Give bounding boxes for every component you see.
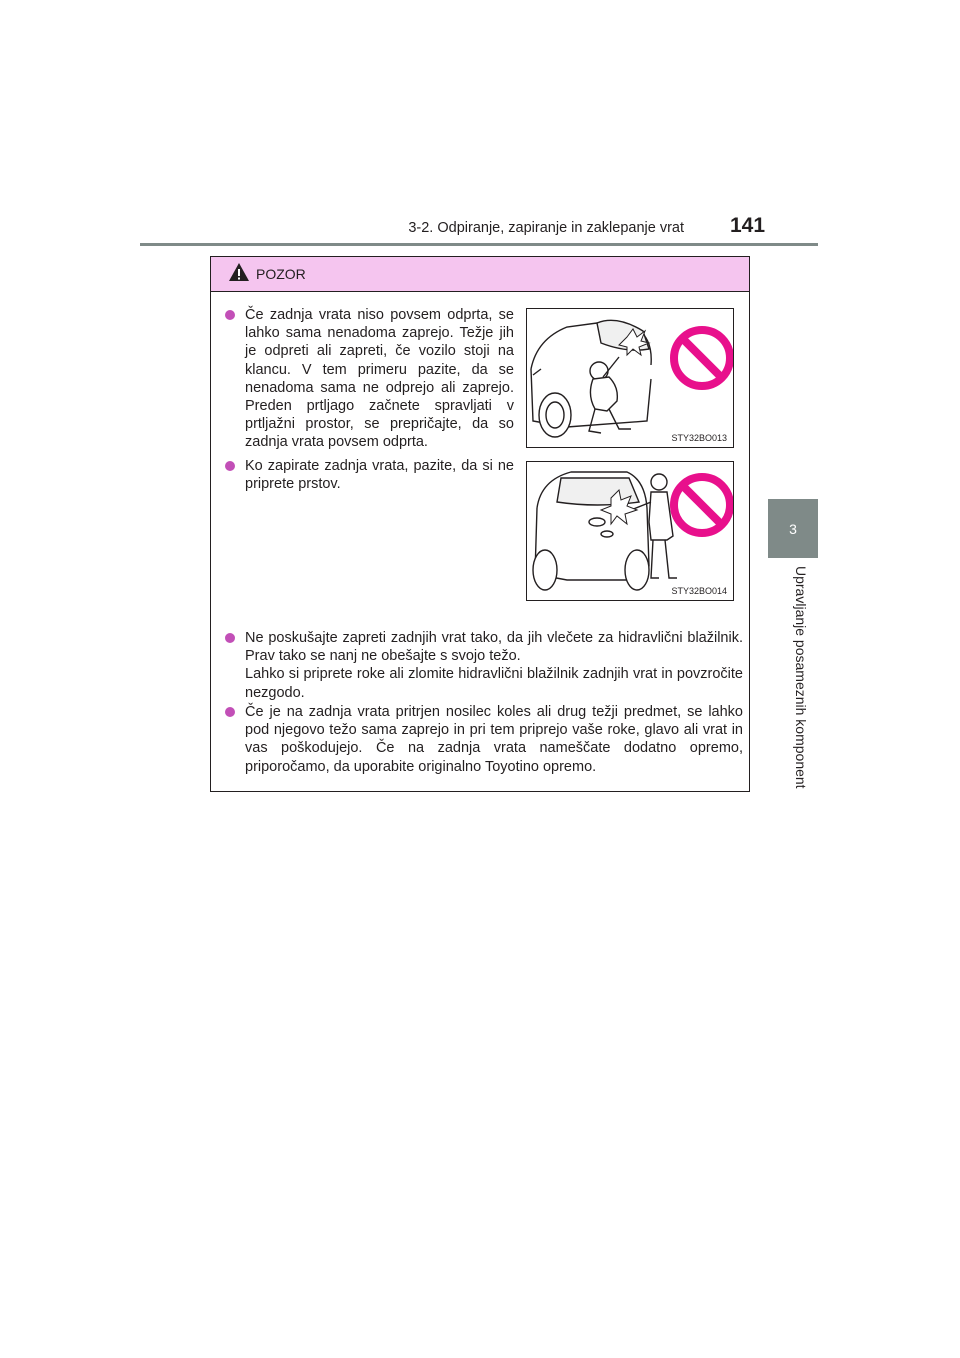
prohibition-icon xyxy=(674,330,730,386)
illustration-tailgate-closing xyxy=(526,308,734,448)
warning-bullet xyxy=(225,703,743,776)
warning-bullet xyxy=(225,306,514,452)
warning-box xyxy=(210,256,750,792)
figure-code: STY32BO013 xyxy=(671,433,727,443)
warning-label: POZOR xyxy=(256,266,306,282)
bullet-icon xyxy=(225,633,235,643)
header-rule xyxy=(140,243,818,246)
chapter-number: 3 xyxy=(789,521,797,537)
tailgate-car-illustration xyxy=(527,309,733,447)
bullet-text: Lahko si priprete roke ali zlomite hidravlični blažilnik zadnjih vrat in povzročite nezgodo. xyxy=(245,666,743,701)
warning-triangle-icon xyxy=(228,262,250,282)
bullet-text: Če zadnja vrata niso povsem odprta, se lahko sama nenadoma zaprejo. Težje jih je odpreti ali zapreti, če vozilo stoji na klancu. V tem primeru pazite, da se nenadoma sama ne odprejo ali zaprejo. Preden prtljago začnete spravljati v prtljažni prostor, se prepričajte, da so zadnja vrata povsem odprta. xyxy=(245,307,514,451)
bullet-icon xyxy=(225,707,235,717)
bullet-text: Ne poskušajte zapreti zadnjih vrat tako, da jih vlečete za hidravlični blažilnik. Prav tako se nanj ne obešajte s svojo težo. xyxy=(245,630,743,665)
warning-bullet xyxy=(225,629,743,702)
chapter-tab xyxy=(768,499,818,558)
section-title: 3-2. Odpiranje, zapiranje in zaklepanje vrat xyxy=(408,220,684,236)
warning-bullet xyxy=(225,457,514,493)
prohibition-icon xyxy=(674,477,730,533)
warning-header xyxy=(211,257,749,292)
chapter-title: Upravljanje posameznih komponent xyxy=(793,566,809,789)
tailgate-finger-illustration xyxy=(527,462,733,600)
bullet-icon xyxy=(225,461,235,471)
figure-code: STY32BO014 xyxy=(671,586,727,596)
bullet-text: Ko zapirate zadnja vrata, pazite, da si ne priprete prstov. xyxy=(245,458,514,493)
bullet-icon xyxy=(225,310,235,320)
bullet-text: Če je na zadnja vrata pritrjen nosilec koles ali drug težji predmet, se lahko pod njegovo težo sama zaprejo in pri tem priprejo vaše roke, glavo ali vrat in vas poškodujejo. Če na zadnja vrata nameščate dodatno opremo, priporočamo, da uporabite originalno Toyotino opremo. xyxy=(245,704,743,775)
page-number: 141 xyxy=(730,214,766,237)
illustration-finger-pinch xyxy=(526,461,734,601)
